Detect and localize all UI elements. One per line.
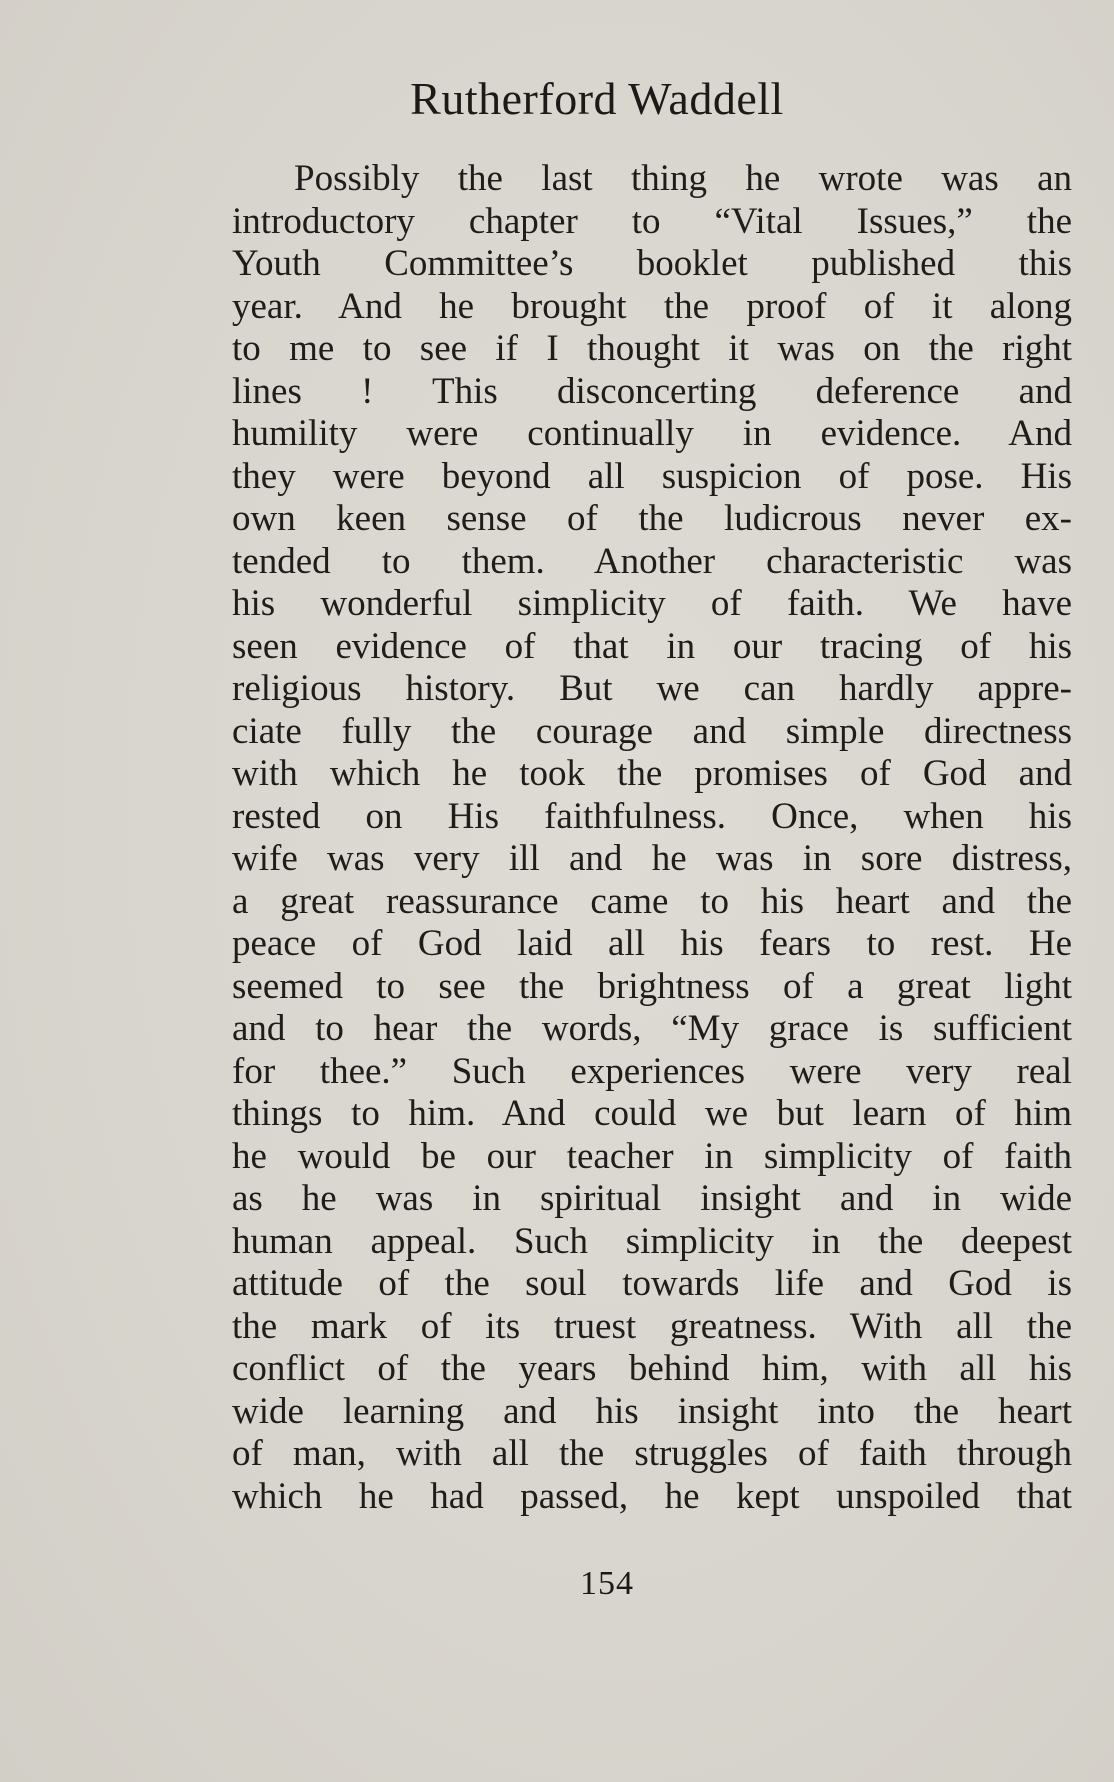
text-line: conflict of the years behind him, with all his <box>232 1348 1072 1389</box>
text-line: to me to see if I thought it was on the right <box>232 328 1072 369</box>
text-line: things to him. And could we but learn of him <box>232 1093 1072 1134</box>
body-text <box>232 158 1072 1518</box>
text-line: with which he took the promises of God and <box>232 753 1072 794</box>
text-line: lines ! This disconcerting deference and <box>232 370 1072 412</box>
text-line: peace of God laid all his fears to rest. He <box>232 923 1072 964</box>
text-line: which he had passed, he kept unspoiled that <box>232 1475 1072 1517</box>
text-line: rested on His faithfulness. Once, when his <box>232 795 1072 837</box>
text-line: the mark of its truest greatness. With all the <box>232 1305 1072 1347</box>
text-line: religious history. But we can hardly appre- <box>232 668 1072 709</box>
text-line: he would be our teacher in simplicity of faith <box>232 1135 1072 1177</box>
text-line: and to hear the words, “My grace is sufficient <box>232 1008 1072 1049</box>
text-line: seemed to see the brightness of a great light <box>232 965 1072 1007</box>
text-line: as he was in spiritual insight and in wide <box>232 1178 1072 1219</box>
text-line: wife was very ill and he was in sore distress, <box>232 838 1072 879</box>
text-line: introductory chapter to “Vital Issues,” the <box>232 200 1072 242</box>
text-line: human appeal. Such simplicity in the deepest <box>232 1220 1072 1262</box>
page-number: 154 <box>580 1565 634 1602</box>
text-line: humility were continually in evidence. And <box>232 413 1072 454</box>
text-line: ciate fully the courage and simple directness <box>232 710 1072 752</box>
text-line: Possibly the last thing he wrote was an <box>294 158 1072 199</box>
text-line: year. And he brought the proof of it along <box>232 285 1072 327</box>
text-line: wide learning and his insight into the heart <box>232 1390 1072 1432</box>
text-line: Youth Committee’s booklet published this <box>232 243 1072 284</box>
text-line: own keen sense of the ludicrous never ex- <box>232 498 1072 539</box>
text-line: attitude of the soul towards life and God is <box>232 1263 1072 1304</box>
text-line: a great reassurance came to his heart and the <box>232 880 1072 922</box>
text-line: seen evidence of that in our tracing of his <box>232 625 1072 667</box>
text-line: tended to them. Another characteristic was <box>232 540 1072 582</box>
text-line: of man, with all the struggles of faith through <box>232 1433 1072 1474</box>
text-line: they were beyond all suspicion of pose. His <box>232 455 1072 497</box>
text-line: for thee.” Such experiences were very real <box>232 1050 1072 1092</box>
running-head: Rutherford Waddell <box>410 73 784 124</box>
text-line: his wonderful simplicity of faith. We have <box>232 583 1072 624</box>
